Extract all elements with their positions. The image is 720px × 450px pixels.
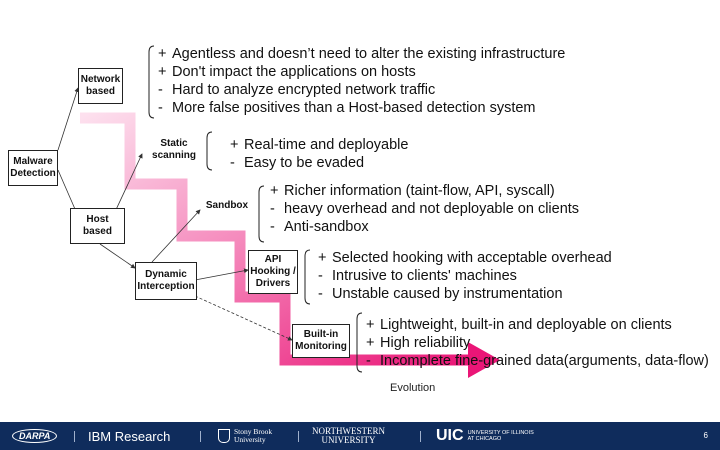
- static-scanning-node: Static scanning: [152, 138, 196, 161]
- api-bullets: [318, 249, 612, 303]
- bullet-item: - Incomplete fine-grained data(arguments, data-flow): [366, 353, 709, 369]
- dynamic-interception-node: Dynamic Interception: [135, 262, 197, 300]
- builtin-bullets: [366, 316, 709, 370]
- api-hooking-node: API Hooking / Drivers: [248, 250, 298, 294]
- bullet-item: - Unstable caused by instrumentation: [318, 286, 563, 302]
- sandbox-node: Sandbox: [205, 200, 249, 211]
- shield-icon: [218, 429, 230, 443]
- static-bullets: [230, 136, 408, 172]
- network-based-node: Network based: [78, 68, 123, 104]
- bullet-item: - Anti-sandbox: [270, 219, 369, 235]
- stony-brook-logo: Stony Brook University: [218, 422, 272, 450]
- evolution-label: Evolution: [390, 382, 436, 394]
- bullet-item: - heavy overhead and not deployable on clients: [270, 201, 580, 217]
- sandbox-bullets: [270, 182, 579, 236]
- bullet-item: + Richer information (taint-flow, API, syscall): [270, 183, 555, 199]
- footer-separator: [74, 431, 75, 442]
- bullet-item: + Lightweight, built-in and deployable on clients: [366, 317, 672, 333]
- bullet-item: - Intrusive to clients' machines: [318, 268, 517, 284]
- bullet-item: + Selected hooking with acceptable overhead: [318, 250, 612, 266]
- bullet-item: + High reliability: [366, 335, 471, 351]
- footer-bar: [0, 422, 720, 450]
- footer-separator: [298, 431, 299, 442]
- bullet-item: + Agentless and doesn’t need to alter the existing infrastructure: [158, 46, 566, 62]
- ibm-research-logo: IBM Research: [88, 428, 171, 444]
- bullet-item: - Easy to be evaded: [230, 155, 365, 171]
- malware-detection-node: Malware Detection: [8, 150, 58, 186]
- bullet-item: - More false positives than a Host-based detection system: [158, 100, 536, 116]
- uic-logo: UIC UNIVERSITY OF ILLINOIS AT CHICAGO: [436, 427, 534, 444]
- bullet-item: + Don't impact the applications on hosts: [158, 64, 416, 80]
- northwestern-logo: NORTHWESTERN UNIVERSITY: [312, 426, 385, 445]
- darpa-logo: DARPA: [12, 422, 57, 450]
- host-based-node: Host based: [70, 208, 125, 244]
- builtin-monitoring-node: Built-in Monitoring: [292, 324, 350, 358]
- network-bullets: [158, 45, 565, 117]
- page-number: 6: [703, 431, 708, 440]
- bullet-item: + Real-time and deployable: [230, 137, 409, 153]
- footer-separator: [420, 431, 421, 442]
- bullet-item: - Hard to analyze encrypted network traffic: [158, 82, 436, 98]
- footer-separator: [200, 431, 201, 442]
